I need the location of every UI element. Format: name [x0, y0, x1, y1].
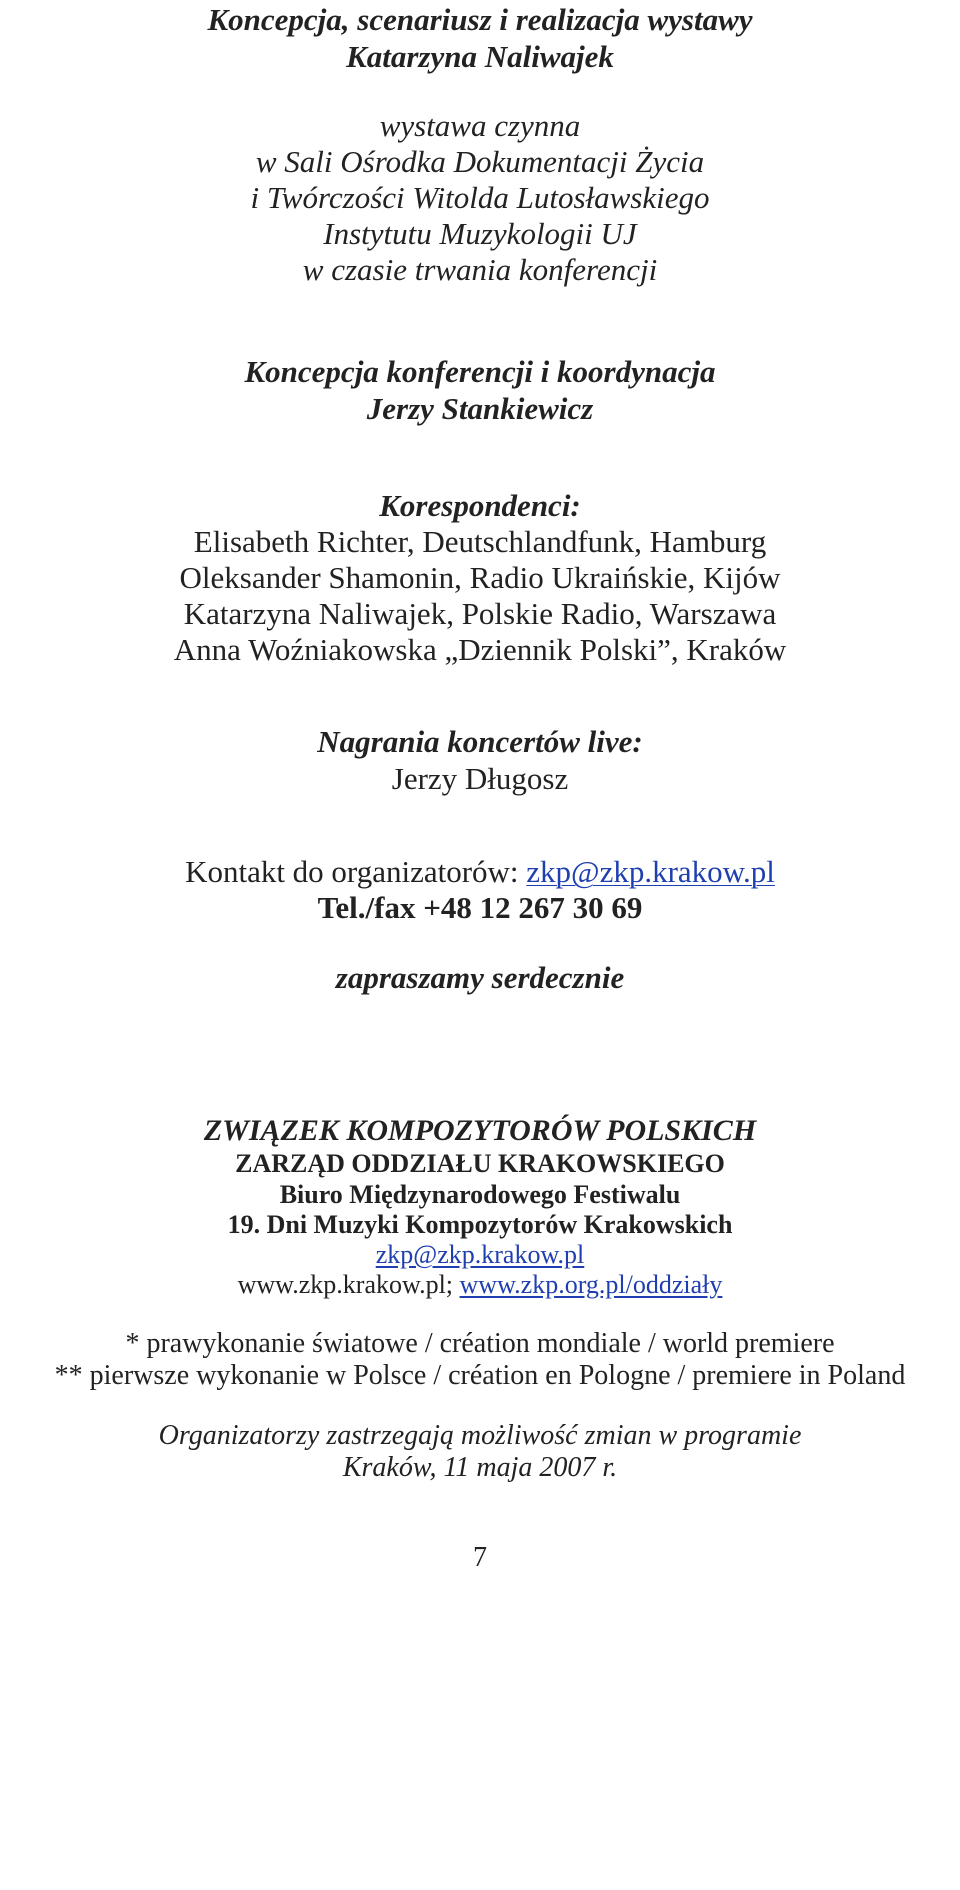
website-link[interactable]: www.zkp.org.pl/oddziały [459, 1270, 723, 1299]
organization-festival: 19. Dni Muzyki Kompozytorów Krakowskich [227, 1210, 733, 1239]
contact-line [0, 856, 960, 887]
contact-email-link[interactable]: zkp@zkp.krakow.pl [526, 854, 775, 889]
contact-label: Kontakt do organizatorów: [185, 854, 527, 889]
disclaimer-date: Kraków, 11 maja 2007 r. [342, 1452, 618, 1483]
organization-name: ZWIĄZEK KOMPOZYTORÓW POLSKICH [203, 1114, 757, 1147]
website-plain: www.zkp.krakow.pl; [237, 1270, 460, 1299]
footnote-polish-premiere: ** pierwsze wykonanie w Polsce / création en Pologne / premiere in Poland [54, 1360, 906, 1391]
correspondent-item: Elisabeth Richter, Deutschlandfunk, Hamburg [193, 524, 767, 559]
venue-line: Instytutu Muzykologii UJ [323, 216, 637, 251]
organization-email-link[interactable]: zkp@zkp.krakow.pl [375, 1240, 585, 1269]
disclaimer-text: Organizatorzy zastrzegają możliwość zmian w programie [158, 1420, 802, 1451]
correspondent-item: Oleksander Shamonin, Radio Ukraińskie, Kijów [179, 560, 781, 595]
correspondent-item: Anna Woźniakowska „Dziennik Polski”, Kraków [173, 632, 787, 667]
venue-line: wystawa czynna [379, 108, 581, 143]
page-number: 7 [473, 1542, 487, 1573]
conference-coordinator: Jerzy Stankiewicz [366, 391, 594, 426]
footnote-world-premiere: * prawykonanie światowe / création mondiale / world premiere [125, 1328, 835, 1359]
organization-email-line [0, 1242, 960, 1268]
venue-line: w czasie trwania konferencji [302, 252, 658, 287]
venue-line: w Sali Ośrodka Dokumentacji Życia [255, 144, 705, 179]
correspondents-heading: Korespondenci: [379, 488, 581, 523]
recordings-heading: Nagrania koncertów live: [317, 724, 643, 759]
contact-phone: Tel./fax +48 12 267 30 69 [317, 890, 643, 925]
conference-heading: Koncepcja konferencji i koordynacja [244, 354, 716, 389]
organization-branch: ZARZĄD ODDZIAŁU KRAKOWSKIEGO [235, 1149, 725, 1178]
exhibition-author: Katarzyna Naliwajek [346, 39, 614, 74]
organization-websites [0, 1272, 960, 1298]
invitation-text: zapraszamy serdecznie [335, 960, 625, 995]
correspondent-item: Katarzyna Naliwajek, Polskie Radio, Warszawa [183, 596, 777, 631]
venue-line: i Twórczości Witolda Lutosławskiego [250, 180, 710, 215]
exhibition-heading: Koncepcja, scenariusz i realizacja wystawy [207, 2, 753, 37]
organization-office: Biuro Międzynarodowego Festiwalu [279, 1180, 681, 1209]
recordings-person: Jerzy Długosz [391, 761, 569, 796]
